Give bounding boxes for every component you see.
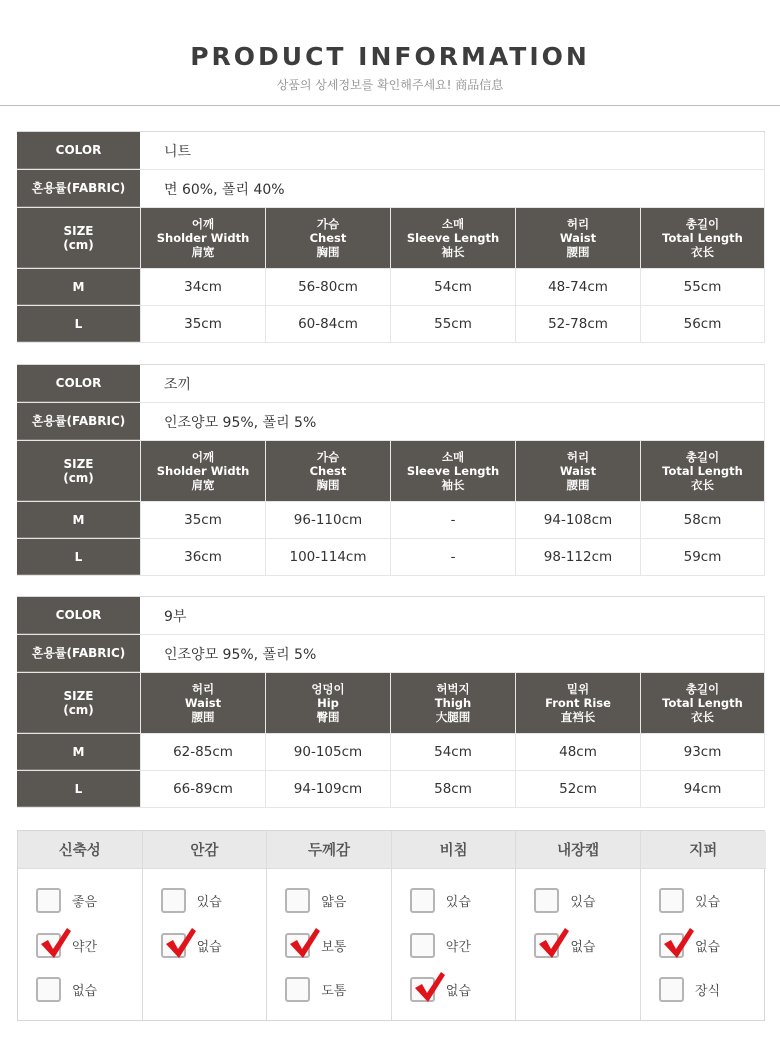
table-row	[17, 306, 765, 343]
column-header-ko: 총길이	[685, 450, 720, 464]
page-subtitle: 상품의 상세정보를 확인해주세요! 商品信息	[276, 78, 504, 92]
column-header	[140, 673, 265, 733]
column-header-ko: 소매	[441, 217, 465, 231]
table-row	[17, 269, 765, 306]
fabric-row	[17, 635, 765, 673]
table-cell: 58cm	[390, 771, 515, 807]
checklist-column	[516, 831, 641, 1020]
size-header-row	[17, 441, 765, 502]
column-header-en: Sleeve Length	[406, 231, 500, 245]
checklist-option-label: 있습	[694, 894, 721, 910]
column-header	[640, 441, 765, 501]
checklist-option-label: 보통	[321, 939, 347, 955]
fabric-label: 혼용률(FABRIC)	[17, 403, 140, 440]
checklist-option	[659, 887, 720, 913]
column-header-en: Front Rise	[545, 696, 611, 710]
column-header-en: Sleeve Length	[406, 464, 500, 478]
checklist-option-label: 없습	[72, 983, 98, 999]
size-label	[17, 673, 140, 733]
column-header-en: Hip	[317, 696, 339, 710]
column-header-ko: 허리	[191, 682, 215, 696]
checkbox	[161, 888, 186, 913]
checklist-option-label: 있습	[570, 894, 596, 910]
column-header-zh: 腰围	[566, 478, 590, 492]
color-label: COLOR	[17, 597, 140, 634]
size-label-text: SIZE	[63, 688, 94, 703]
page-header	[0, 0, 780, 106]
column-header	[390, 673, 515, 733]
checklist-title: 신축성	[18, 831, 142, 869]
size-unit-text: (cm)	[63, 237, 94, 252]
fabric-checklist	[17, 830, 765, 1021]
checklist-column	[18, 831, 143, 1020]
checklist-option-label: 있습	[196, 894, 222, 910]
column-header-zh: 肩宽	[191, 245, 215, 259]
table-row	[17, 502, 765, 539]
table-cell: 35cm	[140, 306, 265, 342]
table-cell: 52cm	[515, 771, 640, 807]
fabric-row	[17, 170, 765, 208]
check-mark-icon	[536, 926, 570, 960]
column-header-zh: 大腿围	[435, 710, 471, 724]
column-header-zh: 胸围	[316, 245, 340, 259]
table-cell: 36cm	[140, 539, 265, 575]
check-mark-icon	[163, 926, 197, 960]
table-cell: 94-108cm	[515, 502, 640, 538]
checklist-column	[392, 831, 517, 1020]
size-header-row	[17, 208, 765, 269]
column-header	[640, 673, 765, 733]
checklist-option	[161, 887, 222, 913]
checkbox	[659, 977, 684, 1002]
checkbox	[285, 888, 310, 913]
checkbox-checked	[534, 933, 559, 958]
column-header-en: Waist	[184, 696, 222, 710]
column-header-zh: 腰围	[191, 710, 215, 724]
column-header-zh: 衣长	[691, 245, 714, 259]
size-name: M	[17, 502, 140, 538]
table-cell: 62-85cm	[140, 734, 265, 770]
size-name: L	[17, 306, 140, 342]
column-header-en: Chest	[309, 231, 347, 245]
column-header	[515, 208, 640, 268]
size-unit-text: (cm)	[63, 702, 94, 717]
column-header-ko: 허리	[566, 217, 590, 231]
table-cell: 56-80cm	[265, 269, 390, 305]
table-cell: 34cm	[140, 269, 265, 305]
checklist-option	[285, 932, 346, 958]
size-name: M	[17, 734, 140, 770]
checklist-option-label: 있습	[445, 894, 471, 910]
column-header-zh: 腰围	[566, 245, 590, 259]
table-cell: 93cm	[640, 734, 765, 770]
color-row	[17, 597, 765, 635]
fabric-value: 인조양모 95%, 폴리 5%	[140, 403, 765, 440]
column-header	[390, 441, 515, 501]
color-row	[17, 365, 765, 403]
table-cell: 98-112cm	[515, 539, 640, 575]
size-header-row	[17, 673, 765, 734]
checklist-option	[659, 932, 720, 958]
table-row	[17, 734, 765, 771]
checklist-option-label: 얇음	[321, 894, 347, 910]
column-header-ko: 가슴	[316, 217, 340, 231]
column-header-ko: 허리	[566, 450, 590, 464]
check-mark-icon	[38, 926, 72, 960]
checklist-option-label: 없습	[570, 939, 596, 955]
column-header	[265, 208, 390, 268]
page-title: PRODUCT INFORMATION	[190, 42, 590, 71]
fabric-value: 면 60%, 폴리 40%	[140, 170, 765, 207]
table-cell: 54cm	[390, 269, 515, 305]
table-cell: 54cm	[390, 734, 515, 770]
column-header-ko: 어깨	[191, 450, 215, 464]
checklist-option	[36, 887, 97, 913]
column-header	[515, 441, 640, 501]
checkbox	[285, 977, 310, 1002]
size-name: M	[17, 269, 140, 305]
column-header-ko: 엉덩이	[311, 682, 345, 696]
checklist-option-label: 약간	[72, 939, 98, 955]
checklist-option	[285, 887, 346, 913]
table-cell: 66-89cm	[140, 771, 265, 807]
checklist-option	[410, 932, 471, 958]
checkbox	[410, 933, 435, 958]
checklist-title: 지퍼	[641, 831, 766, 869]
checklist-option	[659, 976, 720, 1002]
checklist-option-label: 약간	[445, 939, 471, 955]
table-row	[17, 539, 765, 576]
size-table	[17, 131, 765, 343]
size-label-text: SIZE	[63, 456, 94, 471]
table-cell: -	[390, 502, 515, 538]
checklist-option	[161, 932, 222, 958]
table-cell: 90-105cm	[265, 734, 390, 770]
table-cell: 94cm	[640, 771, 765, 807]
color-label: COLOR	[17, 132, 140, 169]
table-cell: 48-74cm	[515, 269, 640, 305]
column-header-zh: 衣长	[691, 710, 714, 724]
color-label: COLOR	[17, 365, 140, 402]
checklist-title: 내장캡	[516, 831, 640, 869]
checklist-title: 비침	[392, 831, 516, 869]
checklist-option-label: 없습	[694, 939, 721, 955]
table-cell: 55cm	[390, 306, 515, 342]
size-table	[17, 364, 765, 576]
color-row	[17, 132, 765, 170]
fabric-value: 인조양모 95%, 폴리 5%	[140, 635, 765, 672]
size-label	[17, 208, 140, 268]
column-header-zh: 肩宽	[191, 478, 215, 492]
size-name: L	[17, 771, 140, 807]
table-cell: 48cm	[515, 734, 640, 770]
column-header-en: Chest	[309, 464, 347, 478]
checkbox	[534, 888, 559, 913]
checklist-option	[534, 932, 595, 958]
size-label-text: SIZE	[63, 223, 94, 238]
column-header-en: Thigh	[434, 696, 472, 710]
table-cell: 96-110cm	[265, 502, 390, 538]
size-table	[17, 596, 765, 808]
column-header-ko: 소매	[441, 450, 465, 464]
checkbox-checked	[659, 933, 684, 958]
column-header	[140, 208, 265, 268]
table-cell: 94-109cm	[265, 771, 390, 807]
checklist-option-label: 없습	[196, 939, 222, 955]
check-mark-icon	[661, 926, 695, 960]
column-header-zh: 直裆长	[560, 710, 596, 724]
checklist-option-label: 없습	[445, 983, 471, 999]
column-header-zh: 臀围	[316, 710, 340, 724]
checklist-title: 안감	[143, 831, 267, 869]
checklist-option	[410, 887, 471, 913]
fabric-label: 혼용률(FABRIC)	[17, 635, 140, 672]
table-cell: 55cm	[640, 269, 765, 305]
size-label	[17, 441, 140, 501]
table-cell: -	[390, 539, 515, 575]
table-cell: 60-84cm	[265, 306, 390, 342]
table-row	[17, 771, 765, 808]
color-value: 조끼	[140, 365, 765, 402]
checklist-column	[143, 831, 268, 1020]
column-header-ko: 어깨	[191, 217, 215, 231]
checkbox-checked	[161, 933, 186, 958]
table-cell: 59cm	[640, 539, 765, 575]
checklist-option-label: 장식	[694, 983, 721, 999]
color-value: 니트	[140, 132, 765, 169]
column-header-en: Total Length	[662, 696, 743, 710]
checkbox	[659, 888, 684, 913]
checklist-option	[36, 976, 97, 1002]
table-cell: 58cm	[640, 502, 765, 538]
table-cell: 52-78cm	[515, 306, 640, 342]
checklist-option	[36, 932, 97, 958]
column-header-ko: 밑위	[566, 682, 590, 696]
checkbox	[36, 888, 61, 913]
checkbox-checked	[410, 977, 435, 1002]
checkbox-checked	[36, 933, 61, 958]
column-header-zh: 胸围	[316, 478, 340, 492]
check-mark-icon	[287, 926, 321, 960]
fabric-row	[17, 403, 765, 441]
column-header-ko: 총길이	[685, 217, 720, 231]
checklist-column	[267, 831, 392, 1020]
column-header-en: Sholder Width	[156, 464, 250, 478]
checklist-option-label: 도톰	[321, 983, 347, 999]
column-header-en: Waist	[559, 231, 597, 245]
check-mark-icon	[412, 970, 446, 1004]
column-header	[265, 673, 390, 733]
column-header-ko: 허벅지	[436, 682, 470, 696]
column-header	[640, 208, 765, 268]
column-header-en: Total Length	[662, 464, 743, 478]
column-header-zh: 衣长	[691, 478, 714, 492]
column-header-zh: 袖长	[441, 478, 465, 492]
size-name: L	[17, 539, 140, 575]
checkbox	[36, 977, 61, 1002]
column-header-zh: 袖长	[441, 245, 465, 259]
column-header-en: Sholder Width	[156, 231, 250, 245]
column-header-ko: 가슴	[316, 450, 340, 464]
column-header-en: Total Length	[662, 231, 743, 245]
checkbox-checked	[285, 933, 310, 958]
table-cell: 56cm	[640, 306, 765, 342]
checklist-option	[534, 887, 595, 913]
table-cell: 100-114cm	[265, 539, 390, 575]
table-cell: 35cm	[140, 502, 265, 538]
size-unit-text: (cm)	[63, 470, 94, 485]
column-header	[265, 441, 390, 501]
checklist-column	[641, 831, 766, 1020]
column-header	[140, 441, 265, 501]
column-header	[390, 208, 515, 268]
fabric-label: 혼용률(FABRIC)	[17, 170, 140, 207]
checkbox	[410, 888, 435, 913]
column-header-en: Waist	[559, 464, 597, 478]
checklist-option	[410, 976, 471, 1002]
checklist-title: 두께감	[267, 831, 391, 869]
column-header-ko: 총길이	[685, 682, 720, 696]
checklist-option	[285, 976, 346, 1002]
color-value: 9부	[140, 597, 765, 634]
checklist-option-label: 좋음	[72, 894, 98, 910]
column-header	[515, 673, 640, 733]
